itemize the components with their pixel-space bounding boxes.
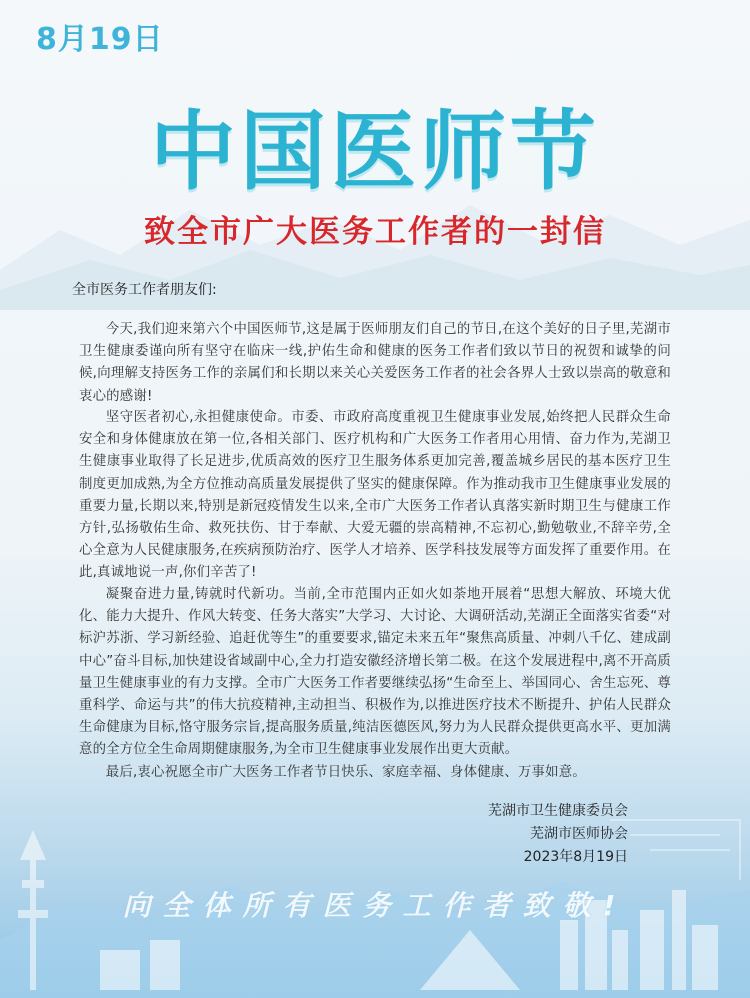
letter-paragraph: 凝聚奋进力量,铸就时代新功。当前,全市范围内正如火如荼地开展着“思想大解放、环境大优化、能力大提升、作风大转变、任务大落实”大学习、大讨论、大调研活动,芜湖正全面落实省委“对标沪苏浙、学习新经验、追赶优等生”的重要要求,锚定未来五年“聚焦高质量、冲刺八千亿、建成副中心”奋斗目标,加快建设省域副中心,全力打造安徽经济增长第二极。在这个发展进程中,离不开高质量卫生健康事业的有力支撑。全市广大医务工作者要继续弘扬“生命至上、举国同心、舍生忘死、尊重科学、命运与共”的伟大抗疫精神,主动担当、积极作为,以推进医疗技术不断提升、护佑人民群众生命健康为目标,恪守服务宗旨,提高服务质量,纯洁医德医风,努力为人民群众提供更高水平、更加满意的全方位全生命周期健康服务,为全市卫生健康事业发展作出更大贡献。 (79, 587, 671, 758)
letter-greeting: 全市医务工作者朋友们: (72, 282, 217, 298)
letter-paragraph: 最后,衷心祝愿全市广大医务工作者节日快乐、家庭幸福、身体健康、万事如意。 (105, 765, 586, 780)
main-title: 中国医师节 (150, 102, 600, 202)
signature-date: 2023年8月19日 (523, 849, 628, 865)
letter-paragraph: 坚守医者初心,永担健康使命。市委、市政府高度重视卫生健康事业发展,始终把人民群众生命安全和身体健康放在第一位,各相关部门、医疗机构和广大医务工作者用心用情、奋力作为,芜湖卫生健康事业取得了长足进步,优质高效的医疗卫生服务体系更加完善,覆盖城乡居民的基本医疗卫生制度更加成熟,为全方位推动高质量发展提供了坚实的健康保障。作为推动我市卫生健康事业发展的重要力量,长期以来,特别是新冠疫情发生以来,全市广大医务工作者认真落实新时期卫生与健康工作方针,弘扬敬佑生命、救死扶伤、甘于奉献、大爱无疆的崇高精神,不忘初心,勤勉敬业,不辞辛劳,全心全意为人民健康服务,在疾病预防治疗、医学人才培养、医学科技发展等方面发挥了重要作用。在此,真诚地说一声,你们辛苦了! (79, 410, 671, 581)
signature-org-physician-association: 芜湖市医师协会 (530, 826, 628, 842)
letter-subtitle: 致全市广大医务工作者的一封信 (144, 214, 606, 250)
letter-paragraph: 今天,我们迎来第六个中国医师节,这是属于医师朋友们自己的节日,在这个美好的日子里,芜湖市卫生健康委谨向所有坚守在临床一线,护佑生命和健康的医务工作者们致以节日的祝贺和诚挚的问候,向理解支持医务工作的亲属们和长期以来关心关爱医务工作者的社会各界人士致以崇高的敬意和衷心的感谢! (79, 322, 671, 404)
signature-org-health-commission: 芜湖市卫生健康委员会 (488, 803, 628, 819)
tribute-banner: 向全体所有医务工作者致敬! (122, 889, 628, 922)
date-heading: 8月19日 (36, 22, 164, 57)
